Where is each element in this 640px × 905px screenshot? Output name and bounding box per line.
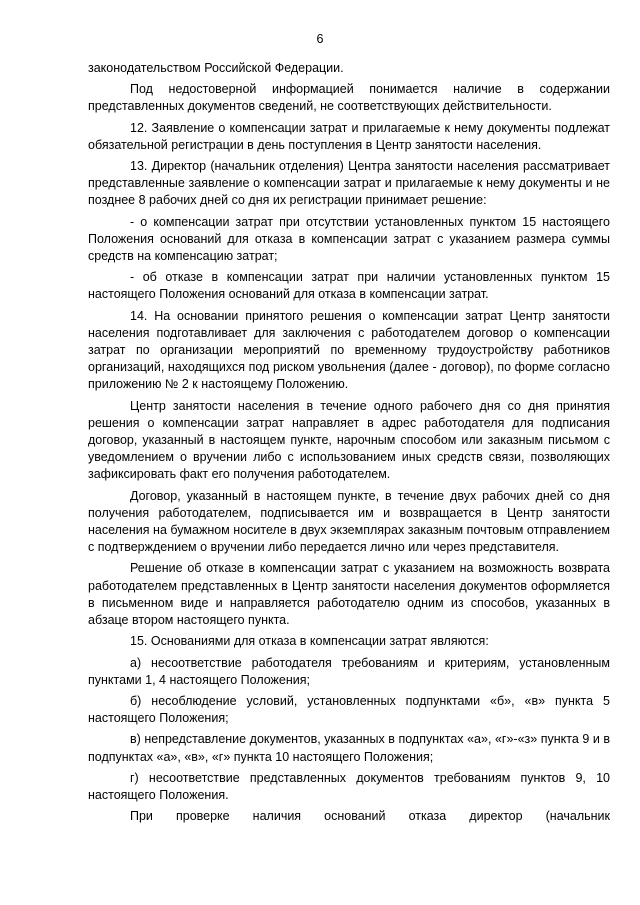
paragraph: 12. Заявление о компенсации затрат и прилагаемые к нему документы подлежат обязательной регистрации в день поступления в Центр занятости населения. xyxy=(88,120,610,152)
document-body xyxy=(88,60,610,829)
paragraph: Под недостоверной информацией понимается наличие в содержании представленных документов сведений, не соответствующих действительности. xyxy=(88,82,610,114)
paragraph: в) непредставление документов, указанных в подпунктах «а», «г»-«з» пункта 9 и в подпунктах «а», «в», «г» пункта 10 настоящего Положения; xyxy=(88,732,610,764)
paragraph: г) несоответствие представленных документов требованиям пунктов 9, 10 настоящего Положения. xyxy=(88,770,610,802)
page-number: 6 xyxy=(316,32,324,46)
paragraph: а) несоответствие работодателя требованиям и критериям, установленным пунктами 1, 4 настоящего Положения; xyxy=(88,655,610,687)
paragraph: - о компенсации затрат при отсутствии установленных пунктом 15 настоящего Положения оснований для отказа в компенсации затрат с указанием размера суммы средств на компенсацию затрат; xyxy=(88,214,610,264)
paragraph: 13. Директор (начальник отделения) Центра занятости населения рассматривает представленные заявление о компенсации затрат и прилагаемые к нему документы и не позднее 8 рабочих дней со дня их регистрации принимает решение: xyxy=(88,159,610,208)
paragraph: 14. На основании принятого решения о компенсации затрат Центр занятости населения подготавливает для заключения с работодателем договор о компенсации затрат по организации мероприятий по временному трудоустройству работников организаций, находящихся под риском увольнения (далее - договор), по форме согласно приложению № 2 к настоящему Положению. xyxy=(88,308,610,392)
paragraph: Решение об отказе в компенсации затрат с указанием на возможность возврата работодателем представленных в Центр занятости населения документов оформляется в письменном виде и направляется работодателю одним из способов, указанных в абзаце втором настоящего пункта. xyxy=(88,561,610,628)
paragraph: - об отказе в компенсации затрат при наличии установленных пунктом 15 настоящего Положения оснований для отказа в компенсации затрат. xyxy=(88,270,610,302)
paragraph: б) несоблюдение условий, установленных подпунктами «б», «в» пункта 5 настоящего Положения; xyxy=(88,693,610,726)
paragraph: При проверке наличия оснований отказа директор (начальник xyxy=(130,809,610,824)
paragraph: Центр занятости населения в течение одного рабочего дня со дня принятия решения о компенсации затрат направляет в адрес работодателя для подписания договор, указанный в настоящем пункте, нарочным способом или заказным письмом с уведомлением о вручении либо с использованием иных средств связи, позволяющих зафиксировать факт его получения работодателем. xyxy=(88,398,610,482)
paragraph: 15. Основаниями для отказа в компенсации затрат являются: xyxy=(130,634,489,649)
paragraph: законодательством Российской Федерации. xyxy=(88,61,344,75)
paragraph: Договор, указанный в настоящем пункте, в течение двух рабочих дней со дня получения работодателем, подписывается им и возвращается в Центр занятости населения на бумажном носителе в двух экземплярах заказным почтовым отправлением с подтверждением о вручении либо передается лично или через представителя. xyxy=(88,488,610,555)
